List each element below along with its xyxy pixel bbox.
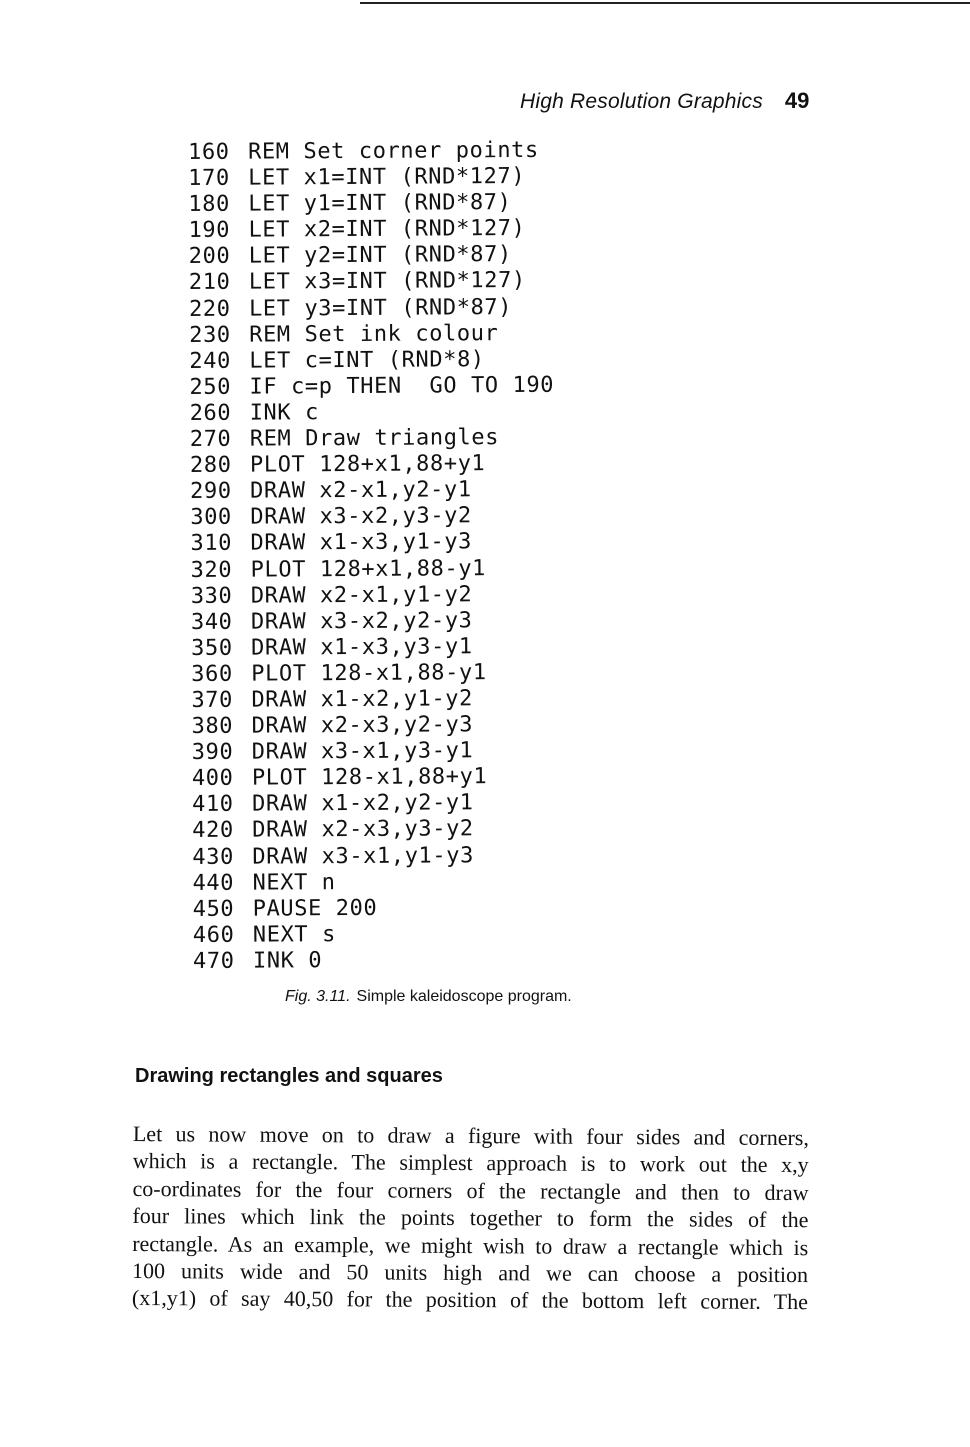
- listing-row: [192, 842, 557, 870]
- listing-row: [189, 294, 554, 322]
- line-number: 220: [188, 296, 231, 322]
- listing-row: [189, 242, 554, 270]
- listing-row: [188, 138, 553, 166]
- listing-row: [192, 712, 557, 740]
- code-statement: PLOT 128+x1,88-y1: [250, 555, 487, 583]
- line-number: 280: [189, 452, 232, 479]
- line-number: 160: [188, 139, 230, 165]
- page-number: 49: [784, 88, 810, 113]
- listing-row: [192, 764, 557, 792]
- line-number: 270: [189, 426, 232, 453]
- code-statement: INK 0: [252, 948, 323, 974]
- running-head: [520, 88, 830, 114]
- code-statement: DRAW x2-x3,y3-y2: [252, 816, 474, 844]
- listing-row: [193, 894, 558, 922]
- listing-row: [191, 686, 556, 714]
- code-statement: LET x3=INT (RND*127): [248, 268, 526, 296]
- listing-row: [190, 399, 555, 427]
- listing-row: [190, 529, 555, 557]
- figure-caption-text: Simple kaleidoscope program.: [356, 988, 572, 1005]
- line-number: 260: [189, 400, 232, 426]
- line-number: 360: [191, 661, 233, 687]
- figure-caption: [285, 988, 572, 1006]
- line-number: 390: [191, 739, 234, 766]
- line-number: 450: [192, 896, 235, 922]
- paragraph-line: 100 units wide and 50 units high and we can choose a position: [132, 1257, 809, 1288]
- listing-row: [189, 373, 554, 401]
- code-statement: PLOT 128+x1,88+y1: [249, 451, 486, 478]
- code-statement: REM Set corner points: [247, 137, 539, 165]
- listing-row: [189, 320, 554, 348]
- code-statement: LET y2=INT (RND*87): [248, 242, 512, 270]
- program-listing: [188, 138, 558, 975]
- line-number: 180: [188, 191, 231, 218]
- code-statement: LET x1=INT (RND*127): [248, 164, 526, 191]
- listing-row: [188, 190, 553, 218]
- line-number: 420: [192, 818, 234, 844]
- line-number: 170: [188, 165, 230, 192]
- code-statement: INK c: [249, 400, 319, 426]
- line-number: 370: [191, 687, 234, 713]
- listing-row: [192, 868, 557, 896]
- line-number: 190: [188, 218, 231, 244]
- listing-row: [193, 921, 558, 949]
- code-statement: DRAW x2-x1,y2-y1: [250, 477, 472, 504]
- paragraph-line: four lines which link the points together to form the sides of the: [132, 1203, 809, 1233]
- listing-row: [191, 660, 556, 688]
- listing-row: [191, 634, 556, 662]
- code-statement: NEXT n: [252, 869, 336, 896]
- code-statement: DRAW x1-x2,y1-y2: [251, 686, 474, 713]
- line-number: 460: [192, 922, 235, 948]
- code-statement: DRAW x3-x1,y3-y1: [251, 738, 474, 765]
- code-statement: IF c=p THEN GO TO 190: [249, 372, 555, 400]
- line-number: 440: [192, 870, 235, 896]
- paragraph-line: which is a rectangle. The simplest approach is to work out the x,y: [132, 1148, 809, 1178]
- code-statement: NEXT s: [252, 921, 337, 948]
- line-number: 410: [191, 792, 234, 818]
- paragraph-line: co-ordinates for the four corners of the rectangle and then to draw: [132, 1175, 809, 1205]
- figure-label: Fig. 3.11.: [285, 988, 351, 1005]
- listing-row: [191, 581, 556, 609]
- line-number: 250: [189, 374, 232, 400]
- line-number: 320: [190, 557, 233, 583]
- line-number: 430: [192, 844, 235, 870]
- line-number: 230: [189, 322, 231, 348]
- section-heading: Drawing rectangles and squares: [135, 1065, 443, 1087]
- code-statement: DRAW x3-x2,y3-y2: [250, 503, 472, 530]
- line-number: 240: [189, 348, 231, 374]
- line-number: 470: [192, 948, 235, 974]
- code-statement: LET y3=INT (RND*87): [248, 294, 513, 322]
- line-number: 200: [188, 244, 231, 270]
- line-number: 330: [190, 583, 233, 609]
- running-head-title: High Resolution Graphics: [520, 90, 763, 113]
- listing-row: [192, 738, 557, 766]
- listing-row: [190, 503, 555, 531]
- listing-row: [191, 607, 556, 635]
- code-statement: DRAW x2-x1,y1-y2: [250, 581, 473, 609]
- listing-row: [190, 477, 555, 505]
- line-number: 290: [190, 478, 232, 505]
- code-statement: DRAW x1-x3,y3-y1: [251, 634, 473, 661]
- listing-row: [188, 216, 553, 244]
- top-rule: [360, 2, 970, 4]
- code-statement: PLOT 128-x1,88+y1: [251, 764, 488, 791]
- code-statement: REM Set ink colour: [249, 320, 499, 348]
- code-statement: LET c=INT (RND*8): [249, 346, 485, 374]
- code-statement: REM Draw triangles: [249, 425, 500, 452]
- line-number: 300: [190, 505, 232, 531]
- paragraph-line: (x1,y1) of say 40,50 for the position of the bottom left corner. The: [131, 1285, 808, 1315]
- line-number: 350: [191, 635, 233, 661]
- code-statement: LET x2=INT (RND*127): [248, 216, 526, 243]
- code-statement: LET y1=INT (RND*87): [248, 190, 512, 217]
- line-number: 310: [190, 531, 233, 557]
- listing-row: [190, 425, 555, 453]
- code-statement: DRAW x1-x2,y2-y1: [251, 790, 474, 817]
- listing-row: [189, 347, 554, 375]
- line-number: 210: [188, 270, 231, 296]
- body-paragraph: [132, 1120, 809, 1316]
- listing-row: [188, 164, 553, 192]
- code-statement: PLOT 128-x1,88-y1: [251, 660, 487, 687]
- listing-row: [189, 268, 554, 296]
- code-statement: PAUSE 200: [252, 895, 378, 922]
- line-number: 380: [191, 713, 234, 740]
- code-statement: DRAW x3-x1,y1-y3: [252, 842, 474, 870]
- code-statement: DRAW x3-x2,y2-y3: [250, 607, 473, 635]
- listing-row: [192, 790, 557, 818]
- line-number: 340: [190, 609, 233, 635]
- listing-row: [191, 555, 556, 583]
- listing-row: [190, 451, 555, 479]
- code-statement: DRAW x2-x3,y2-y3: [251, 712, 474, 739]
- line-number: 400: [191, 765, 234, 792]
- paragraph-line: rectangle. As an example, we might wish to draw a rectangle which is: [132, 1230, 809, 1260]
- listing-row: [192, 816, 557, 844]
- code-statement: DRAW x1-x3,y1-y3: [250, 529, 473, 557]
- listing-row: [193, 947, 558, 975]
- paragraph-line: Let us now move on to draw a figure with four sides and corners,: [132, 1121, 809, 1151]
